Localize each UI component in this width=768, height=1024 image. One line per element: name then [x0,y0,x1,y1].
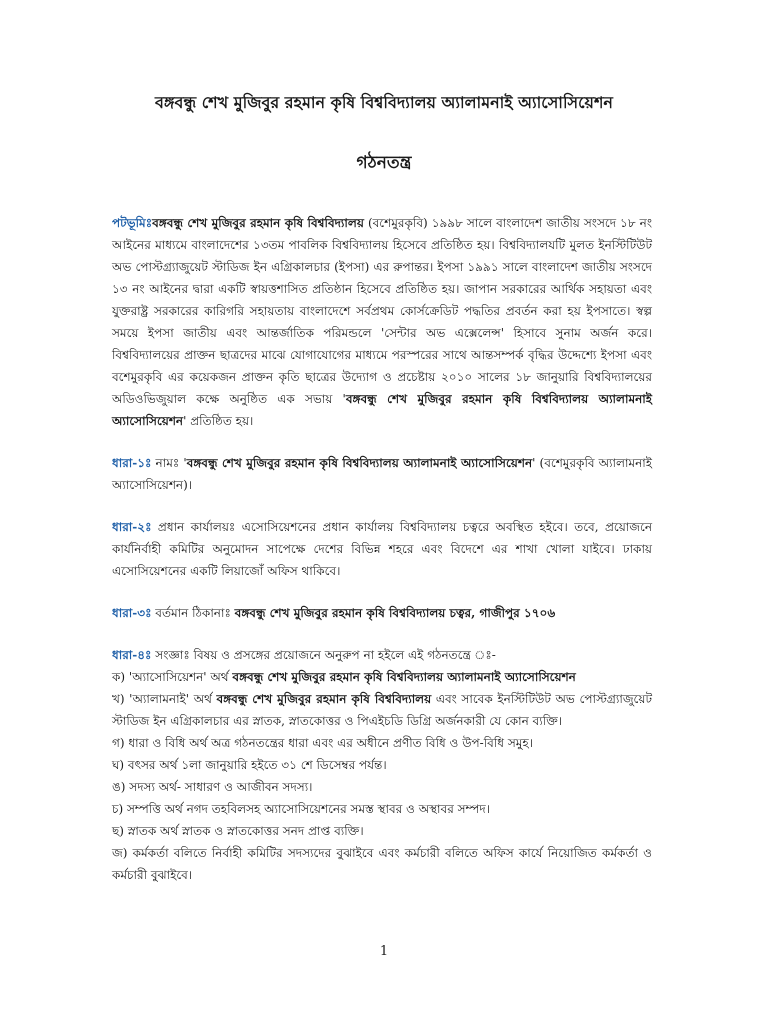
background-text: (বশেমুরকৃবি) ১৯৯৮ সালে বাংলাদেশ জাতীয় সংসদে ১৮ নং আইনের মাধ্যমে বাংলাদেশের ১৩তম পাবলিক বিশ্ববিদ্যালয় হিসেবে প্রতিষ্ঠিত হয়। বিশ্ববিদ্যালযটি মুলত ইনস্টিটিউট অভ পোস্টগ্র্যাজুয়েট স্টাডিজ ইন এগ্রিকালচার (ইপসা) এর রুপান্তর। ইপসা ১৯৯১ সালে বাংলাদেশ জাতীয় সংসদে ১৩ নং আইনের দ্বারা একটি স্বায়ত্তশাসিত প্রতিষ্ঠান হিসেবে প্রতিষ্ঠিত হয়। জাপান সরকারের আর্থিক সহায়তা এবং যুক্তরাষ্ট্র সরকারের কারিগরি সহায়তায় বাংলাদেশে সর্বপ্রথম কোর্সক্রেডিট পদ্ধতির প্রবর্তন করা হয় ইপসাতে। স্বল্প সময়ে ইপসা জাতীয় এবং আন্তর্জাতিক পরিমন্ডলে 'সেন্টার অভ এক্সেলেন্স' হিসাবে সুনাম অর্জন করে। বিশ্ববিদ্যালয়ের প্রাক্তন ছাত্রদের মাঝে যোগাযোগের মাধ্যমে পরস্পরের সাথে আন্তসম্পর্ক বৃদ্ধির উদ্দেশ্যে ইপসা এবং বশেমুরকৃবি এর কয়েকজন প্রাক্তন কৃতি ছাত্রের উদ্যোগ ও প্রচেষ্টায় ২০১০ সালের ১৮ জানুয়ারি বিশ্ববিদ্যালয়ের অডিওভিজুয়াল কক্ষে অনুষ্ঠিত এক সভায় ' [112,216,652,406]
clause-1-name: বঙ্গবন্ধু শেখ মুজিবুর রহমান কৃষি বিশ্ববিদ্যালয় অ্যালামনাই অ্যাসোসিয়েশন [186,456,533,470]
definition-kha-text: খ) 'অ্যালামনাই' অর্থ [112,692,217,706]
university-name: বঙ্গবন্ধু শেখ মুজিবুর রহমান কৃষি বিশ্ববিদ্যালয় [152,216,364,230]
clause-4-intro-text: সংজ্ঞাঃ বিষয় ও প্রসঙ্গের প্রয়োজনে অনুরুপ না হইলে এই গঠনতন্ত্রে ঃ- [151,648,496,662]
clause-3-address: বঙ্গবন্ধু শেখ মুজিবুর রহমান কৃষি বিশ্ববিদ্যালয় চত্বর, গাজীপুর ১৭০৬ [234,606,556,620]
clause-4-intro [112,644,652,666]
definitions-list [112,666,652,886]
clause-1-text: নামঃ ' [151,456,187,470]
document-title: বঙ্গবন্ধু শেখ মুজিবুর রহমান কৃষি বিশ্ববিদ্যালয় অ্যালামনাই অ্যাসোসিয়েশন [155,93,613,112]
document-subtitle: গঠনতন্ত্র [356,153,412,173]
definition-ka-bold: বঙ্গবন্ধু শেখ মুজিবুর রহমান কৃষি বিশ্ববিদ্যালয় অ্যালামনাই অ্যাসোসিয়েশন [232,670,576,684]
definition-ka-text: ক) 'অ্যাসোসিয়েশন' অর্থ [112,670,233,684]
clause-2-text: প্রধান কার্যালয়ঃ এসোসিয়েশনের প্রধান কার্যালয় বিশ্ববিদ্যালয় চত্বরে অবস্থিত হইবে। তবে, প্রয়োজনে কার্যনির্বাহী কমিটির অনুমোদন সাপেক্ষে দেশের বিভিন্ন শহরে এবং বিদেশে এর শাখা খোলা যাইবে। ঢাকায় এসোসিয়েশনের একটি লিয়াজোঁ অফিস থাকিবে। [112,520,652,578]
document-body [112,212,652,886]
definition-kha-bold: বঙ্গবন্ধু শেখ মুজিবুর রহমান কৃষি বিশ্ববিদ্যালয় [216,692,432,706]
clause-1 [112,452,652,496]
definition-ka [112,666,652,688]
clause-2 [112,516,652,582]
definition-ja: জ) কর্মকর্তা বলিতে নির্বাহী কমিটির সদস্যদের বুঝাইবে এবং কর্মচারী বলিতে অফিস কার্যে নিয়োজিত কর্মকর্তা ও কর্মচারী বুঝাইবে। [112,846,652,882]
definition-uma: ঙ) সদস্য অর্থ- সাধারণ ও আজীবন সদস্য। [112,780,313,794]
definition-kha-text-end: এবং সাবেক ইনস্টিটিউট অভ পোস্টগ্র্যাজুয়েট স্টাডিজ ইন এগ্রিকালচার এর স্নাতক, স্নাতকোত্তর ও পিএইচডি ডিগ্রি অর্জনকারী যে কোন ব্যক্তি। [112,692,652,728]
clause-3-label: ধারা-৩ঃ [112,606,152,620]
clause-3-text: বর্তমান ঠিকানাঃ [151,606,235,620]
page-number: 1 [379,944,389,959]
definition-kha [112,688,652,732]
definition-ga: গ) ধারা ও বিধি অর্থ অত্র গঠনতন্ত্রের ধারা এবং এর অধীনে প্রণীত বিধি ও উপ-বিধি সমুহ। [112,736,534,750]
clause-2-label: ধারা-২ঃ [112,520,152,534]
definition-chha: ছ) স্নাতক অর্থ স্নাতক ও স্নাতকোত্তর সনদ প্রাপ্ত ব্যক্তি। [112,824,364,838]
clause-1-label: ধারা-১ঃ [112,456,152,470]
clause-4 [112,644,652,886]
background-paragraph [112,212,652,432]
clause-3 [112,602,652,624]
association-name: বঙ্গবন্ধু শেখ মুজিবুর রহমান কৃষি বিশ্ববিদ্যালয় অ্যালামনাই অ্যাসোসিয়েশন [112,392,652,428]
clause-1-text-end: ' (বশেমুরকৃবি অ্যালামনাই অ্যাসোসিয়েশন)। [112,456,652,492]
clause-4-label: ধারা-৪ঃ [112,648,152,662]
definition-gha: ঘ) বৎসর অর্থ ১লা জানুয়ারি হইতে ৩১ শে ডিসেম্বর পর্যন্ত। [112,758,387,772]
background-text-end: ' প্রতিষ্ঠিত হয়। [183,414,254,428]
background-label: পটভূমিঃ [112,216,153,230]
definition-cha: চ) সম্পত্তি অর্থ নগদ তহবিলসহ অ্যাসোসিয়েশনের সমস্ত স্থাবর ও অস্থাবর সম্পদ। [112,802,491,816]
